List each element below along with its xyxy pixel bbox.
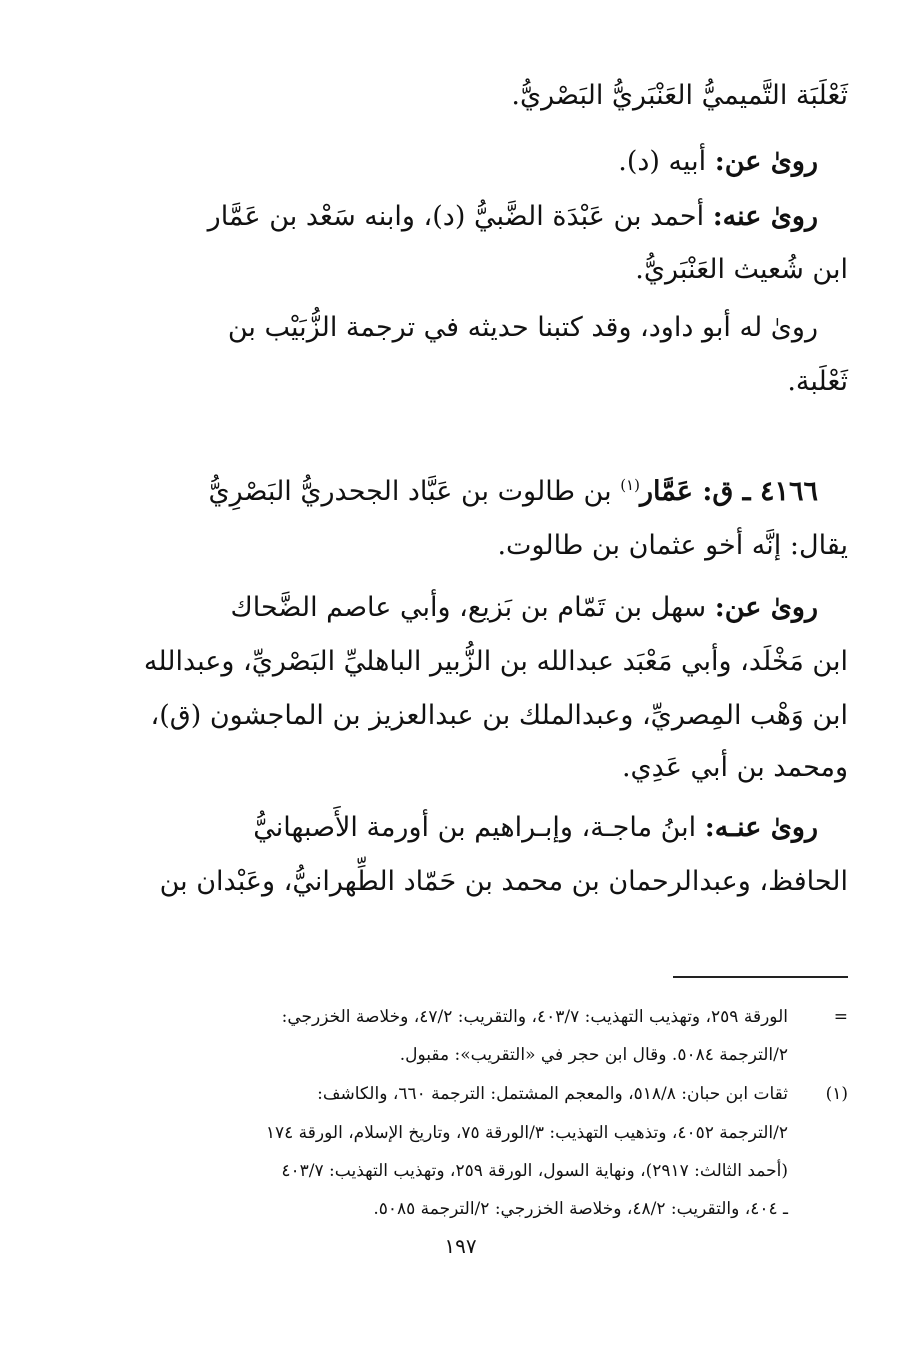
text-line: الحافظ، وعبدالرحمان بن محمد بن حَمّاد الطِّهرانيُّ، وعَبْدان بن — [159, 866, 848, 897]
text-line: يقال: إنَّه أخو عثمان بن طالوت. — [497, 530, 848, 561]
footnote-separator — [673, 976, 848, 978]
footnote-continuation-mark: = — [833, 1007, 848, 1027]
footnote-ref: (١) — [620, 476, 640, 494]
footnote-number: (١) — [825, 1084, 848, 1104]
text-line: ثَعْلَبة. — [787, 366, 848, 397]
text-line: ابن وَهْب المِصريِّ، وعبدالملك بن عبدالعزيز بن الماجشون (ق)، — [150, 700, 848, 731]
footnote-line: ٢/الترجمة ٥٠٨٤. وقال ابن حجر في «التقريب»: مقبول. — [399, 1045, 788, 1065]
text-line: روىٰ عن: سهل بن تَمّام بن بَزيع، وأبي عاصم الضَّحاك — [230, 592, 818, 623]
text-line: روىٰ له أبو داود، وقد كتبنا حديثه في ترجمة الزُّبَيْب بن — [227, 312, 818, 343]
text-line: روىٰ عن: أبيه (د). — [618, 146, 818, 177]
text-line: ابن شُعيث العَنْبَريُّ. — [635, 254, 848, 285]
text-line: روىٰ عنـه: ابنُ ماجـة، وإبـراهيم بن أورمة الأَصبهانيُّ — [253, 812, 818, 843]
footnote-line: الورقة ٢٥٩، وتهذيب التهذيب: ٤٠٣/٧، والتقريب: ٤٧/٢، وخلاصة الخزرجي: — [281, 1007, 788, 1027]
footnote-line: ٢/الترجمة ٤٠٥٢، وتذهيب التهذيب: ٣/الورقة ٧٥، وتاريخ الإسلام، الورقة ١٧٤ — [265, 1123, 788, 1143]
footnote-line: ـ ٤٠٤، والتقريب: ٤٨/٢، وخلاصة الخزرجي: ٢/الترجمة ٥٠٨٥. — [373, 1199, 788, 1219]
footnote-line: (أحمد الثالث: ٢٩١٧)، ونهاية السول، الورقة ٢٥٩، وتهذيب التهذيب: ٤٠٣/٧ — [281, 1161, 788, 1181]
text-line: ابن مَخْلَد، وأبي مَعْبَد عبدالله بن الزُّبير الباهليِّ البَصْريِّ، وعبدالله — [143, 646, 848, 677]
entry-heading: ٤١٦٦ ـ ق: عَمَّار$^{(١)}$ بن طالوت بن عَبَّاد الجحدريُّ البَصْرِيُّ — [208, 476, 818, 507]
text-line: روىٰ عنه: أحمد بن عَبْدَة الضَّبيُّ (د)، وابنه سَعْد بن عَمَّار — [207, 201, 818, 232]
text-line: ومحمد بن أبي عَدِي. — [621, 752, 848, 783]
page-number: ١٩٧ — [444, 1234, 477, 1258]
footnote-line: ثقات ابن حبان: ٥١٨/٨، والمعجم المشتمل: الترجمة ٦٦٠، والكاشف: — [317, 1084, 788, 1104]
text-line: ثَعْلَبَة التَّميميُّ العَنْبَريُّ البَصْريُّ. — [511, 80, 848, 111]
